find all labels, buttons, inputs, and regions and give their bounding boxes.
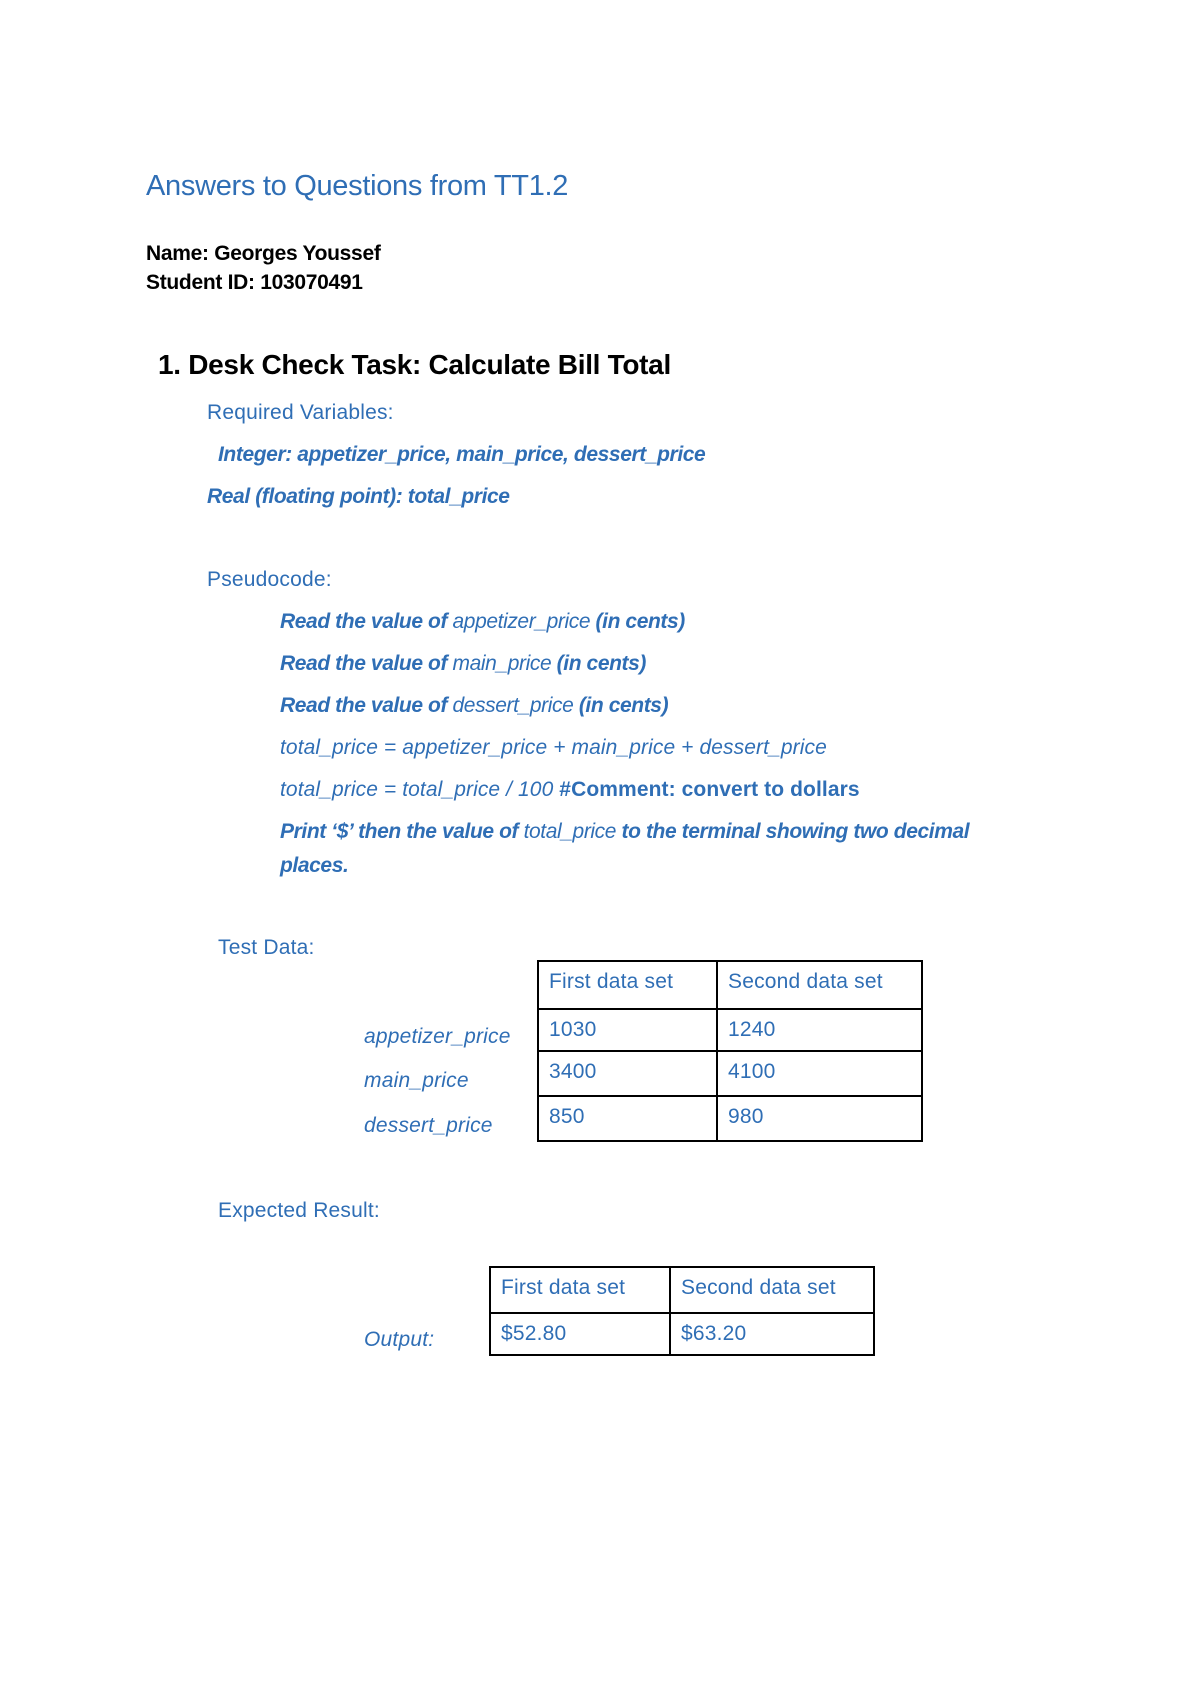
pseudocode-text: (in cents) xyxy=(573,694,669,717)
test-data-label: Test Data: xyxy=(218,936,315,959)
expected-result-table xyxy=(489,1266,875,1356)
table-cell: 4100 xyxy=(717,1051,922,1096)
table-header-row xyxy=(538,961,922,1009)
table-header-cell: First data set xyxy=(490,1267,670,1313)
required-variables-label: Required Variables: xyxy=(207,401,394,424)
table-header-row xyxy=(490,1267,874,1313)
row-label-output: Output: xyxy=(364,1328,435,1351)
table-row xyxy=(538,1051,922,1096)
pseudocode-line-3 xyxy=(280,694,668,718)
student-name: Name: Georges Youssef xyxy=(146,242,381,265)
pseudocode-line-1 xyxy=(280,610,685,634)
variable-name: dessert_price xyxy=(452,694,574,717)
pseudocode-text: Read the value of xyxy=(280,652,453,675)
table-row xyxy=(538,1009,922,1051)
pseudocode-text: Read the value of xyxy=(280,694,453,717)
table-cell: 1030 xyxy=(538,1009,717,1051)
table-header-cell: Second data set xyxy=(670,1267,874,1313)
pseudocode-line-5 xyxy=(280,778,860,802)
table-header-cell: Second data set xyxy=(717,961,922,1009)
row-label-main-price: main_price xyxy=(364,1069,469,1092)
pseudocode-label: Pseudocode: xyxy=(207,568,332,591)
pseudocode-text: (in cents) xyxy=(590,610,685,633)
table-row xyxy=(538,1096,922,1141)
student-id: Student ID: 103070491 xyxy=(146,271,363,294)
table-row xyxy=(490,1313,874,1355)
pseudocode-line-2 xyxy=(280,652,646,676)
pseudocode-comment: #Comment: convert to dollars xyxy=(559,778,860,801)
variable-name: appetizer_price xyxy=(452,610,591,633)
pseudocode-line-4: total_price = appetizer_price + main_price + dessert_price xyxy=(280,736,827,759)
variable-name: main_price xyxy=(452,652,552,675)
table-cell: $52.80 xyxy=(490,1313,670,1355)
test-data-table xyxy=(537,960,923,1142)
pseudocode-text: Read the value of xyxy=(280,610,453,633)
integer-variables: Integer: appetizer_price, main_price, dessert_price xyxy=(218,443,706,466)
table-cell: $63.20 xyxy=(670,1313,874,1355)
table-cell: 3400 xyxy=(538,1051,717,1096)
pseudocode-text: Print ‘$’ then the value of xyxy=(280,820,524,843)
table-header-cell: First data set xyxy=(538,961,717,1009)
table-cell: 980 xyxy=(717,1096,922,1141)
pseudocode-text: (in cents) xyxy=(551,652,647,675)
pseudocode-line-6 xyxy=(280,820,969,844)
table-cell: 850 xyxy=(538,1096,717,1141)
section-heading: 1. Desk Check Task: Calculate Bill Total xyxy=(158,349,671,380)
pseudocode-code: total_price = total_price / 100 xyxy=(280,778,560,801)
pseudocode-text: to the terminal showing two decimal xyxy=(616,820,970,843)
row-label-dessert-price: dessert_price xyxy=(364,1114,493,1137)
variable-name: total_price xyxy=(523,820,617,843)
document-title: Answers to Questions from TT1.2 xyxy=(146,170,569,202)
row-label-appetizer-price: appetizer_price xyxy=(364,1025,511,1048)
expected-result-label: Expected Result: xyxy=(218,1199,380,1222)
table-cell: 1240 xyxy=(717,1009,922,1051)
real-variables: Real (floating point): total_price xyxy=(207,485,510,508)
pseudocode-line-6-continued: places. xyxy=(280,854,349,877)
